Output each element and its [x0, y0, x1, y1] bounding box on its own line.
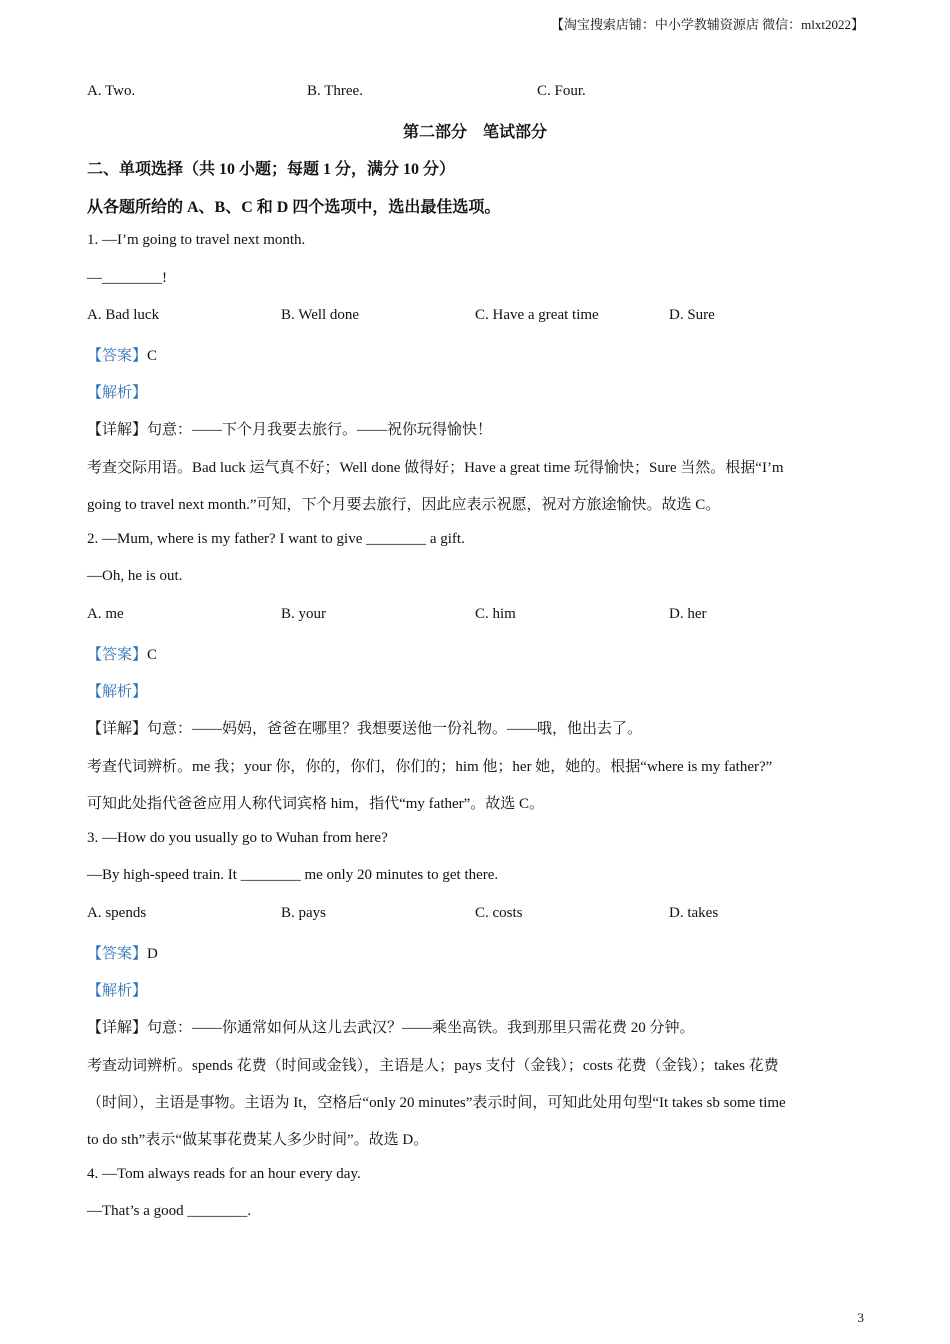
q2-option-c: C. him: [475, 606, 516, 622]
q2-option-a: A. me: [87, 606, 124, 622]
q3-answer-line: [87, 942, 158, 963]
q3-detail: 句意：——你通常如何从这儿去武汉？——乘坐高铁。我到那里只需花费 20 分钟。: [147, 1020, 695, 1036]
page-number: 3: [857, 1310, 864, 1325]
q1-detail-line: [87, 418, 492, 439]
instruction: 从各题所给的 A、B、C 和 D 四个选项中，选出最佳选项。: [87, 199, 501, 216]
q2-reply: —Oh, he is out.: [87, 568, 183, 584]
answer-label: 【答案】: [87, 946, 148, 962]
page-header: 【淘宝搜索店铺：中小学教辅资源店 微信：mlxt2022】: [550, 17, 864, 32]
q1-option-b: B. Well done: [281, 307, 360, 323]
section-title: 第二部分 笔试部分: [402, 124, 547, 141]
q1-answer: C: [147, 348, 158, 364]
q4-reply: —That’s a good ________.: [87, 1203, 252, 1219]
q2-answer: C: [147, 647, 158, 663]
q1-option-c: C. Have a great time: [475, 307, 599, 323]
prev-option-a: A. Two.: [87, 83, 136, 99]
q1-detail: 句意：——下个月我要去旅行。——祝你玩得愉快！: [147, 422, 493, 438]
q2-stem: 2. —Mum, where is my father? I want to give ________ a gift.: [87, 531, 465, 547]
q3-option-b: B. pays: [281, 905, 326, 921]
q2-explain-2: 可知此处指代爸爸应用人称代词宾格 him，指代“my father”。故选 C。: [87, 796, 545, 812]
q1-option-a: A. Bad luck: [87, 307, 160, 323]
q1-stem: 1. —I’m going to travel next month.: [87, 232, 306, 248]
prev-option-b: B. Three.: [307, 83, 363, 99]
q3-explain-1: 考查动词辨析。spends 花费（时间或金钱），主语是人；pays 支付（金钱）；costs 花费（金钱）；takes 花费: [87, 1058, 779, 1074]
q3-explain-2: （时间），主语是事物。主语为 It，空格后“only 20 minutes”表示时间，可知此处用句型“It takes sb some time: [87, 1095, 786, 1111]
q2-option-b: B. your: [281, 606, 326, 622]
q4-stem: 4. —Tom always reads for an hour every day.: [87, 1166, 361, 1182]
detail-label: 【详解】: [87, 422, 148, 438]
part-heading: 二、单项选择（共 10 小题；每题 1 分，满分 10 分）: [87, 161, 456, 178]
q2-detail-line: [87, 717, 642, 738]
analysis-label: 【解析】: [87, 983, 148, 999]
q3-option-a: A. spends: [87, 905, 147, 921]
q1-reply: —________!: [87, 270, 167, 286]
q3-explain-3: to do sth”表示“做某事花费某人多少时间”。故选 D。: [87, 1132, 429, 1148]
q3-stem: 3. —How do you usually go to Wuhan from here?: [87, 830, 388, 846]
q3-reply: —By high-speed train. It ________ me only 20 minutes to get there.: [87, 867, 499, 883]
q2-answer-line: [87, 643, 157, 664]
q3-detail-line: [87, 1016, 695, 1037]
q2-detail: 句意：——妈妈，爸爸在哪里？我想要送他一份礼物。——哦，他出去了。: [147, 721, 643, 737]
analysis-label: 【解析】: [87, 684, 148, 700]
q2-explain-1: 考查代词辨析。me 我；your 你，你的，你们，你们的；him 他；her 她，她的。根据“where is my father?”: [87, 759, 773, 775]
q3-option-c: C. costs: [475, 905, 523, 921]
q1-answer-line: [87, 344, 157, 365]
q1-explain-1: 考查交际用语。Bad luck 运气真不好；Well done 做得好；Have a great time 玩得愉快；Sure 当然。根据“I’m: [87, 460, 784, 476]
detail-label: 【详解】: [87, 721, 148, 737]
prev-option-c: C. Four.: [537, 83, 586, 99]
q3-answer: D: [147, 946, 158, 962]
q3-option-d: D. takes: [669, 905, 719, 921]
q1-explain-2: going to travel next month.”可知，下个月要去旅行，因此应表示祝愿，祝对方旅途愉快。故选 C。: [87, 497, 721, 513]
answer-label: 【答案】: [87, 647, 148, 663]
q2-option-d: D. her: [669, 606, 707, 622]
q1-option-d: D. Sure: [669, 307, 715, 323]
answer-label: 【答案】: [87, 348, 148, 364]
analysis-label: 【解析】: [87, 385, 148, 401]
detail-label: 【详解】: [87, 1020, 148, 1036]
